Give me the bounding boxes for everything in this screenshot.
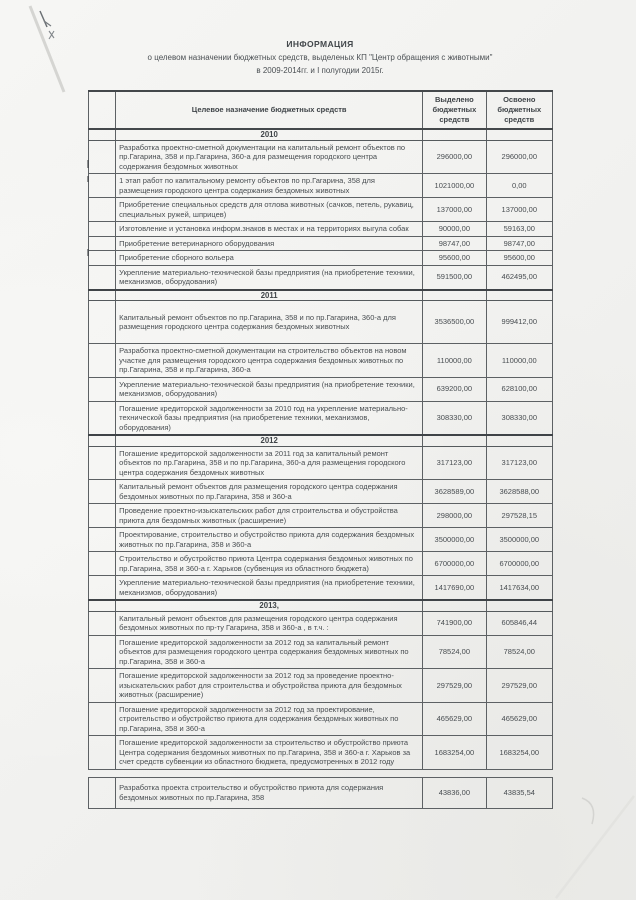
row-index-cell — [89, 528, 116, 552]
header-used: Освоено бюджетных средств — [486, 91, 552, 129]
header-allocated: Выделено бюджетных средств — [423, 91, 486, 129]
row-allocated: 465629,00 — [423, 702, 486, 736]
row-purpose: Капитальный ремонт объектов для размещения городского центра содержания бездомных животных по пр.Гагарина, 358 и 360-а — [116, 480, 423, 504]
row-index-cell — [89, 480, 116, 504]
row-index-cell — [89, 236, 116, 251]
row-used: 628100,00 — [486, 377, 552, 401]
row-index-cell — [89, 198, 116, 222]
year-row-empty-cell — [89, 435, 116, 446]
row-purpose: Погашение кредиторской задолженности за 2012 год за капитальный ремонт объектов для размещения городского центра содержания бездомных животных по пр.Гагарина, 358 и 360-а — [116, 635, 423, 669]
row-allocated: 297529,00 — [423, 669, 486, 703]
row-allocated: 43836,00 — [423, 777, 486, 808]
row-allocated: 3628589,00 — [423, 480, 486, 504]
table-row — [89, 576, 553, 601]
row-purpose: Укрепление материально-технической базы предприятия (на приобретение техники, механизмов, оборудования) — [116, 576, 423, 601]
row-used: 78524,00 — [486, 635, 552, 669]
row-index-cell — [89, 344, 116, 378]
row-purpose: Погашение кредиторской задолженности за строительство и обустройство приюта Центра содержания бездомных животных по пр.Гагарина, 358 и 360-а г. Харьков за счет средств субвенции из областного бюджета, предусмотренных в 2012 году — [116, 736, 423, 770]
detached-row-table — [88, 777, 553, 809]
row-used: 1683254,00 — [486, 736, 552, 770]
row-allocated: 98747,00 — [423, 236, 486, 251]
row-purpose: Погашение кредиторской задолженности за 2012 год за проведение проектно-изыскательских работ для строительства и обустройства приюта для бездомных животных (расширение) — [116, 669, 423, 703]
year-row-empty-cell — [486, 129, 552, 140]
budget-table-wrapper — [88, 90, 553, 809]
table-row — [89, 401, 553, 435]
row-purpose: Проектирование, строительство и обустройство приюта для содержания бездомных животных по пр.Гагарина, 358 и 360-а — [116, 528, 423, 552]
row-used: 465629,00 — [486, 702, 552, 736]
table-row — [89, 702, 553, 736]
row-index-cell — [89, 174, 116, 198]
year-row-empty-cell — [423, 600, 486, 611]
row-used: 462495,00 — [486, 265, 552, 290]
row-purpose: Приобретение ветеринарного оборудования — [116, 236, 423, 251]
header-empty-cell — [89, 91, 116, 129]
table-row — [89, 611, 553, 635]
year-label: 2013, — [116, 600, 423, 611]
row-purpose: Изготовление и установка информ.знаков в местах и на территориях выгула собак — [116, 222, 423, 237]
year-label: 2011 — [116, 290, 423, 301]
year-label: 2012 — [116, 435, 423, 446]
row-allocated: 3536500,00 — [423, 301, 486, 344]
row-allocated: 6700000,00 — [423, 552, 486, 576]
year-row-empty-cell — [423, 129, 486, 140]
row-purpose: Капитальный ремонт объектов по пр.Гагарина, 358 и по пр.Гагарина, 360-а для размещения городского центра содержания бездомных животных — [116, 301, 423, 344]
row-purpose: 1 этап работ по капитальному ремонту объектов по пр.Гагарина, 358 для размещения городского центра содержания бездомных животных — [116, 174, 423, 198]
document-header — [30, 38, 610, 77]
row-purpose: Разработка проектно-сметной документации на строительство объектов на новом участке для размещения городского центра содержания бездомных животных по пр.Гагарина, 358 и пр.Гагарина, 360-а — [116, 344, 423, 378]
row-purpose: Погашение кредиторской задолженности за 2012 год за проектирование, строительство и обустройство приюта для содержания бездомных животных по пр.Гагарина, 358 и 360-а — [116, 702, 423, 736]
row-purpose: Разработка проектно-сметной документации на капитальный ремонт объектов по пр.Гагарина, 358 и пр.Гагарина, 360-а для размещения городского центра содержания бездомных животных — [116, 140, 423, 174]
table-row — [89, 736, 553, 770]
row-used: 6700000,00 — [486, 552, 552, 576]
row-index-cell — [89, 301, 116, 344]
table-row — [89, 140, 553, 174]
table-row — [89, 635, 553, 669]
row-index-cell — [89, 251, 116, 266]
row-index-cell — [89, 576, 116, 601]
row-used: 98747,00 — [486, 236, 552, 251]
row-index-cell — [89, 669, 116, 703]
row-index-cell — [89, 222, 116, 237]
row-used: 308330,00 — [486, 401, 552, 435]
row-used: 296000,00 — [486, 140, 552, 174]
year-label: 2010 — [116, 129, 423, 140]
row-purpose: Укрепление материально-технической базы предприятия (на приобретение техники, механизмов, оборудования) — [116, 377, 423, 401]
page-subtitle-line1: о целевом назначении бюджетных средств, выделеных КП "Центр обращения с животными" — [147, 53, 493, 62]
row-index-cell — [89, 611, 116, 635]
row-index-cell — [89, 377, 116, 401]
row-purpose: Погашение кредиторской задолженности за 2011 год за капитальный ремонт объектов по пр.Гагарина, 358 и по пр.Гагарина, 360-а для размещения городского центра содержания бездомных животных — [116, 446, 423, 480]
table-row — [89, 504, 553, 528]
table-row — [89, 446, 553, 480]
row-purpose: Приобретение специальных средств для отлова животных (сачков, петель, рукавиц, специальных ружей, шприцев) — [116, 198, 423, 222]
row-index-cell — [89, 504, 116, 528]
row-allocated: 298000,00 — [423, 504, 486, 528]
year-row-empty-cell — [486, 290, 552, 301]
table-row — [89, 222, 553, 237]
row-allocated: 308330,00 — [423, 401, 486, 435]
table-row — [89, 251, 553, 266]
row-index-cell — [89, 265, 116, 290]
table-row — [89, 669, 553, 703]
table-row — [89, 198, 553, 222]
row-index-cell — [89, 702, 116, 736]
row-allocated: 1417690,00 — [423, 576, 486, 601]
row-used: 999412,00 — [486, 301, 552, 344]
table-row — [89, 552, 553, 576]
row-used: 110000,00 — [486, 344, 552, 378]
scan-smudge — [87, 249, 89, 256]
row-index-cell — [89, 635, 116, 669]
table-row — [89, 301, 553, 344]
row-used: 605846,44 — [486, 611, 552, 635]
row-index-cell — [89, 552, 116, 576]
header-purpose: Целевое назначение бюджетных средств — [116, 91, 423, 129]
row-purpose: Разработка проекта строительство и обустройство приюта для содержания бездомных животных по пр.Гагарина, 358 — [116, 777, 423, 808]
year-row-empty-cell — [486, 435, 552, 446]
year-row-empty-cell — [89, 290, 116, 301]
row-index-cell — [89, 777, 116, 808]
row-allocated: 639200,00 — [423, 377, 486, 401]
year-row-empty-cell — [423, 435, 486, 446]
row-allocated: 3500000,00 — [423, 528, 486, 552]
row-allocated: 78524,00 — [423, 635, 486, 669]
row-used: 3500000,00 — [486, 528, 552, 552]
row-allocated: 741900,00 — [423, 611, 486, 635]
row-allocated: 591500,00 — [423, 265, 486, 290]
row-used: 95600,00 — [486, 251, 552, 266]
table-row — [89, 344, 553, 378]
year-row-2012 — [89, 435, 553, 446]
row-allocated: 110000,00 — [423, 344, 486, 378]
row-allocated: 1021000,00 — [423, 174, 486, 198]
row-purpose: Проведение проектно-изыскательских работ для строительства и обустройства приюта для бездомных животных (расширение) — [116, 504, 423, 528]
row-purpose: Укрепление материально-технической базы предприятия (на приобретение техники, механизмов, оборудования) — [116, 265, 423, 290]
row-used: 137000,00 — [486, 198, 552, 222]
row-used: 43835,54 — [486, 777, 552, 808]
page-title: ИНФОРМАЦИЯ — [286, 39, 354, 49]
row-index-cell — [89, 401, 116, 435]
row-used: 317123,00 — [486, 446, 552, 480]
table-row — [89, 377, 553, 401]
row-purpose: Строительство и обустройство приюта Центра содержания бездомных животных по пр.Гагарина, 358 и 360-а г. Харьков (субвенция из областного бюджета) — [116, 552, 423, 576]
row-allocated: 90000,00 — [423, 222, 486, 237]
row-allocated: 137000,00 — [423, 198, 486, 222]
row-used: 297528,15 — [486, 504, 552, 528]
page-subtitle-line2: в 2009-2014гг. и I полугодии 2015г. — [256, 66, 384, 75]
row-purpose: Капитальный ремонт объектов для размещения городского центра содержания бездомных животных по пр-ту Гагарина, 358 и 360-а , в т.ч. : — [116, 611, 423, 635]
row-index-cell — [89, 446, 116, 480]
table-row — [89, 236, 553, 251]
year-row-empty-cell — [89, 129, 116, 140]
table-row — [89, 528, 553, 552]
year-row-2013 — [89, 600, 553, 611]
budget-table — [88, 90, 553, 770]
row-purpose: Погашение кредиторской задолженности за 2010 год на укрепление материально-технической базы предприятия (на приобретение техники, механизмов, оборудования) — [116, 401, 423, 435]
row-allocated: 1683254,00 — [423, 736, 486, 770]
row-used: 297529,00 — [486, 669, 552, 703]
row-index-cell — [89, 140, 116, 174]
scan-smudge — [87, 176, 89, 182]
row-purpose: Приобретение сборного вольера — [116, 251, 423, 266]
scan-smudge — [87, 160, 89, 168]
table-row — [89, 265, 553, 290]
year-row-empty-cell — [423, 290, 486, 301]
row-allocated: 317123,00 — [423, 446, 486, 480]
table-row — [89, 174, 553, 198]
year-row-empty-cell — [486, 600, 552, 611]
row-used: 3628588,00 — [486, 480, 552, 504]
row-index-cell — [89, 736, 116, 770]
table-row — [89, 480, 553, 504]
table-header-row — [89, 91, 553, 129]
row-used: 59163,00 — [486, 222, 552, 237]
table-row — [89, 777, 553, 808]
row-used: 0,00 — [486, 174, 552, 198]
year-row-2010 — [89, 129, 553, 140]
row-allocated: 95600,00 — [423, 251, 486, 266]
year-row-empty-cell — [89, 600, 116, 611]
year-row-2011 — [89, 290, 553, 301]
row-allocated: 296000,00 — [423, 140, 486, 174]
row-used: 1417634,00 — [486, 576, 552, 601]
